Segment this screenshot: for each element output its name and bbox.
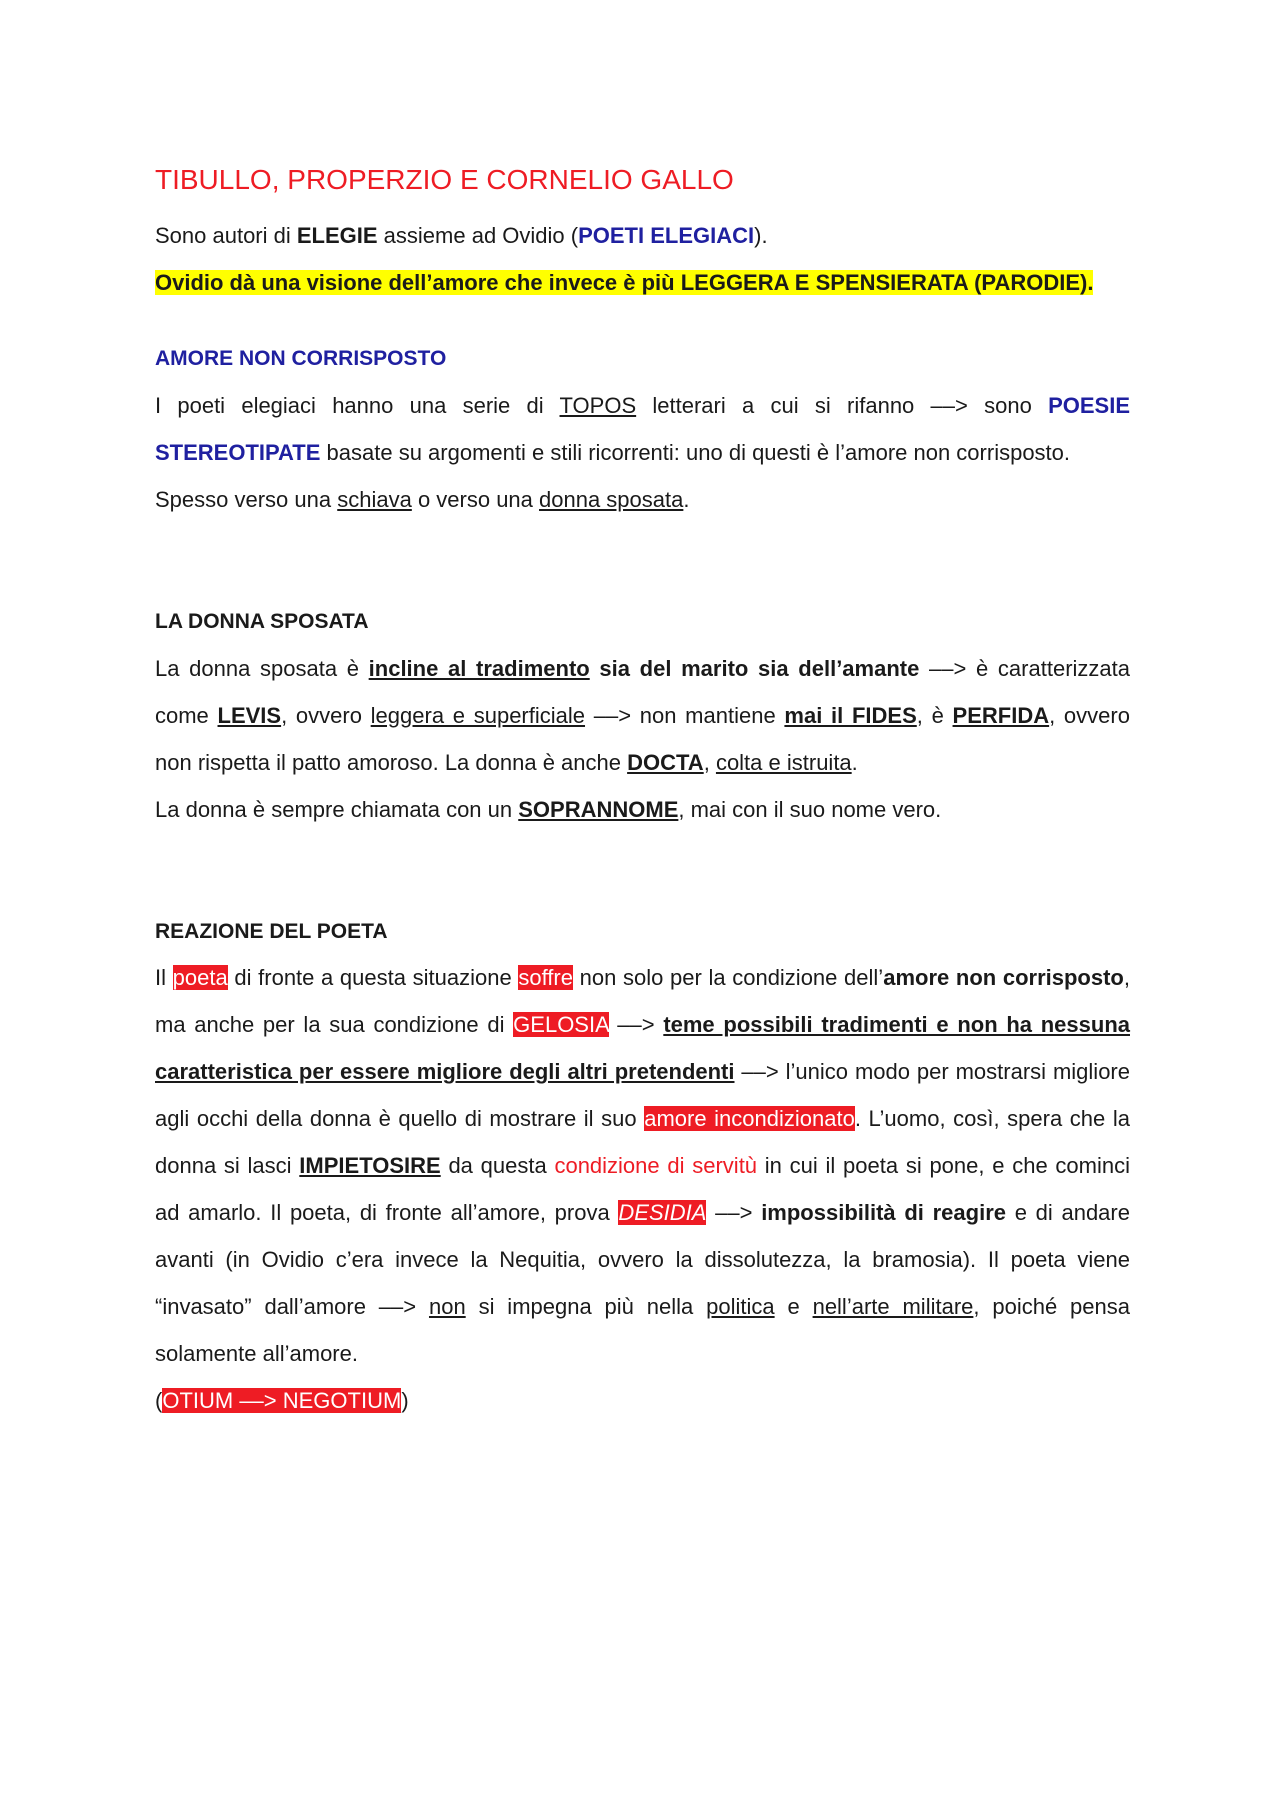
soprannome-paragraph [155, 786, 1130, 833]
politica-term: politica [706, 1294, 775, 1320]
text-run: , ovvero [281, 702, 371, 728]
text-run: in cui il poeta si pone, e che cominci ad amarlo. Il poeta, di fronte all’amore, prova [155, 1153, 1130, 1226]
text-run: non solo per la condizione dell’ [572, 965, 884, 991]
section-heading-amore: AMORE NON CORRISPOSTO [155, 347, 447, 371]
donna-sposata-term: donna sposata [539, 486, 684, 512]
text-run: ––> [706, 1200, 762, 1226]
text-run: . L’uomo, così, spera che la donna si lasci [155, 1106, 1130, 1179]
text-run: Il [155, 965, 173, 991]
schiava-term: schiava [337, 486, 412, 512]
text-run: , mai con il suo nome vero. [678, 796, 942, 822]
otium-highlight: OTIUM ––> NEGOTIUM [162, 1388, 402, 1414]
text-run: sia del marito sia dell’amante [589, 655, 920, 681]
incline-term: incline al tradimento [368, 655, 590, 681]
text-run: ) [401, 1388, 409, 1414]
text-run: La donna è sempre chiamata con un [155, 796, 519, 822]
topos-paragraph [155, 382, 1130, 476]
text-run: e di andare avanti (in Ovidio c’era invece la Nequitia, ovvero la dissolutezza, la bramosia). Il poeta viene “invasato” dall’amore ––> [155, 1200, 1130, 1320]
reazione-paragraph [155, 954, 1130, 1377]
text-run: ––> [608, 1012, 664, 1038]
text-run: ––> è caratterizzata come [155, 655, 1130, 728]
text-run: o verso una [411, 486, 540, 512]
desidia-highlight: DESIDIA [618, 1200, 707, 1226]
soprannome-term: SOPRANNOME [518, 796, 679, 822]
schiava-paragraph [155, 476, 1130, 523]
otium-paragraph [155, 1377, 1130, 1424]
document-page [155, 150, 1130, 1424]
levis-term: LEVIS [217, 702, 282, 728]
text-run: I poeti elegiaci hanno una serie di [155, 392, 560, 418]
fides-term: mai il FIDES [784, 702, 917, 728]
impietosire-term: IMPIETOSIRE [299, 1153, 441, 1179]
text-run: basate su argomenti e stili ricorrenti: uno di questi è l’amore non corrisposto. [320, 439, 1071, 465]
text-run: Spesso verso una [155, 486, 338, 512]
text-run: assieme ad Ovidio ( [377, 223, 579, 249]
impossibilita-term: impossibilità di reagire [761, 1200, 1006, 1226]
text-run: La donna sposata è [155, 655, 369, 681]
amore-term: amore non corrisposto [883, 965, 1124, 991]
text-run: . [683, 486, 690, 512]
text-run: letterari a cui si rifanno ––> sono [636, 392, 1049, 418]
text-run: e [774, 1294, 813, 1320]
text-run: , è [916, 702, 953, 728]
donna-paragraph [155, 645, 1130, 786]
text-run: ––> non mantiene [585, 702, 785, 728]
text-run: , poiché pensa solamente all’amore. [155, 1294, 1130, 1367]
poeta-highlight: poeta [172, 965, 228, 991]
text-run: . [851, 749, 858, 775]
section-heading-reazione: REAZIONE DEL POETA [155, 919, 388, 943]
text-run: ––> l’unico modo per mostrarsi migliore agli occhi della donna è quello di mostrare il suo [155, 1059, 1130, 1132]
text-run: si impegna più nella [465, 1294, 707, 1320]
poeti-elegiaci-term: POETI ELEGIACI [578, 223, 755, 249]
gelosia-highlight: GELOSIA [513, 1012, 609, 1038]
leggera-term: leggera e superficiale [370, 702, 586, 728]
text-run: Sono autori di [155, 223, 297, 249]
amore-incondizionato-highlight: amore incondizionato [644, 1106, 855, 1132]
docta-term: DOCTA [627, 749, 704, 775]
ovidio-highlight: Ovidio dà una visione dell’amore che invece è più LEGGERA E SPENSIERATA (PARODIE). [155, 270, 1094, 296]
text-run: , ma anche per la sua condizione di [155, 965, 1130, 1038]
intro-paragraph [155, 212, 1130, 259]
teme-term: teme possibili tradimenti e non ha nessuna caratteristica per essere migliore degli altri pretendenti [155, 1012, 1130, 1085]
perfida-term: PERFIDA [952, 702, 1050, 728]
non-term: non [428, 1294, 466, 1320]
elegie-term: ELEGIE [296, 223, 378, 249]
text-run: , [703, 749, 716, 775]
topos-term: TOPOS [559, 392, 637, 418]
text-run: di fronte a questa situazione [227, 965, 519, 991]
soffre-highlight: soffre [518, 965, 573, 991]
text-run: , ovvero non rispetta il patto amoroso. La donna è anche [155, 702, 1130, 775]
text-run: da questa [440, 1153, 555, 1179]
text-run: ( [155, 1388, 163, 1414]
colta-term: colta e istruita [715, 749, 852, 775]
ovidio-paragraph [155, 259, 1130, 306]
section-heading-donna: LA DONNA SPOSATA [155, 609, 369, 633]
poesie-stereotipate-term: POESIE STEREOTIPATE [155, 392, 1130, 465]
servitu-term: condizione di servitù [554, 1153, 758, 1179]
arte-militare-term: nell’arte militare [812, 1294, 974, 1320]
text-run: ). [754, 223, 768, 249]
document-title: TIBULLO, PROPERZIO E CORNELIO GALLO [155, 164, 734, 195]
